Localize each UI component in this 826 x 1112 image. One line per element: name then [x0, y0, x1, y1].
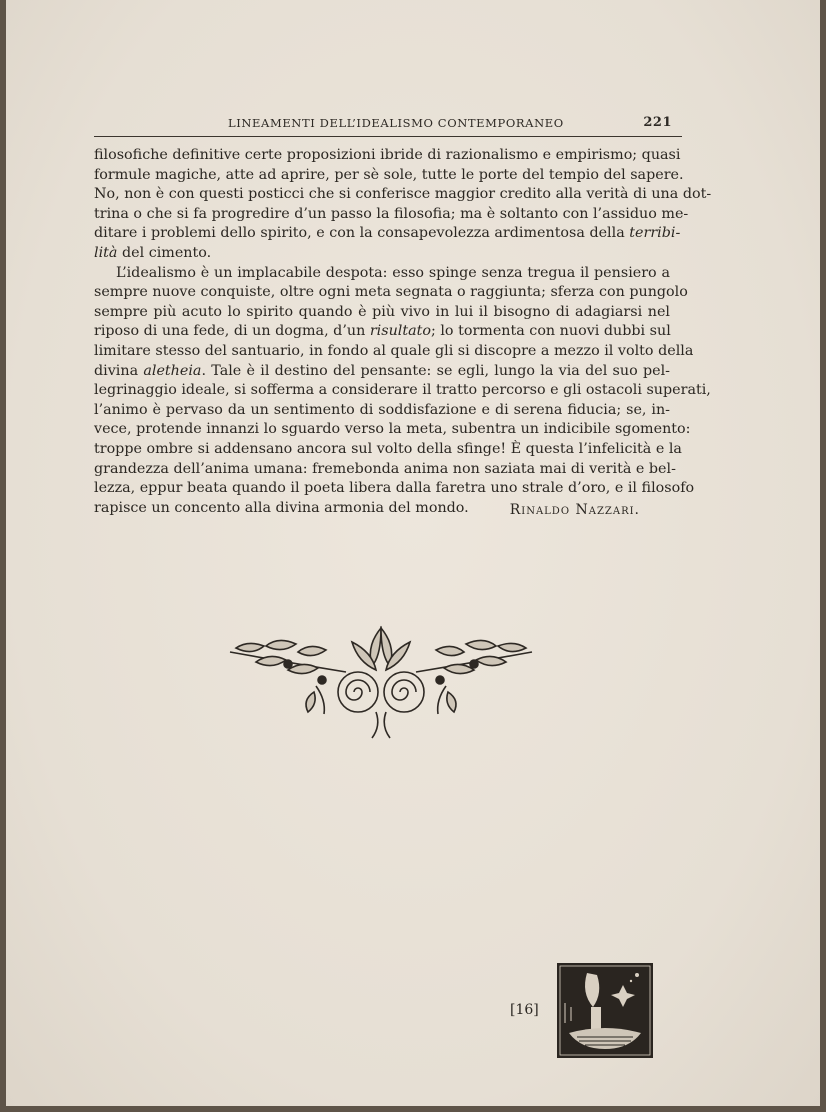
text-line: No, non è con questi posticci che si conferisce maggior credito alla verità di una dot- — [94, 186, 712, 203]
article-body — [94, 146, 712, 518]
text-line: rapisce un concento alla divina armonia del mondo. — [94, 499, 469, 516]
text-line: sempre nuove conquiste, oltre ogni meta segnata o raggiunta; sferza con pungolo — [94, 284, 688, 301]
text-line: l’animo è pervaso da un sentimento di soddisfazione e di serena fiducia; se, in- — [94, 401, 670, 418]
author-signature: Rinaldo Nazzari. — [509, 502, 640, 518]
text-line: filosofiche definitive certe proposizioni ibride di razionalismo e empirismo; quasi — [94, 147, 681, 163]
text-fragment: riposo di una fede, di un dogma, d’un — [94, 323, 370, 340]
floral-ornament-icon — [226, 622, 536, 746]
text-line: sempre più acuto lo spirito quando è più vivo in lui il bisogno di adagiarsi nel — [94, 303, 670, 320]
text-fragment: . Tale è il destino del pensante: se egli, lungo la via del suo pel- — [201, 362, 670, 379]
text-fragment: del cimento. — [117, 244, 212, 261]
text-line — [94, 322, 670, 342]
italic-word: aletheia — [143, 362, 202, 379]
paragraph-2 — [94, 264, 711, 519]
text-line: troppe ombre si addensano ancora sul volto della sfinge! È questa l’infelicità e la — [94, 440, 682, 457]
text-line: grandezza dell’anima umana: fremebonda anima non saziata mai di verità e bel- — [94, 460, 676, 477]
text-line — [94, 244, 670, 264]
text-line: vece, protende innanzi lo sguardo verso la meta, subentra un indicibile sgomento: — [94, 421, 691, 438]
text-fragment: divina — [94, 362, 144, 379]
lamp-woodcut-icon — [557, 963, 653, 1058]
text-fragment: ; lo tormenta con nuovi dubbi sul — [431, 323, 671, 340]
text-line: limitare stesso del santuario, in fondo al quale gli si discopre a mezzo il volto della — [94, 342, 694, 359]
page-edge-bottom — [0, 1106, 826, 1112]
text-line: L’idealismo è un implacabile despota: esso spinge senza tregua il pensiero a — [116, 264, 670, 281]
text-fragment: ditare i problemi dello spirito, e con la consapevolezza ardimentosa della — [94, 225, 630, 242]
text-line: trina o che si fa progredire d’un passo la filosofia; ma è soltanto con l’assiduo me- — [94, 205, 689, 222]
page-edge-right — [820, 0, 826, 1112]
running-head-title: LINEAMENTI DELL’IDEALISMO CONTEMPORANEO — [228, 116, 564, 130]
page-number: 221 — [643, 115, 672, 130]
text-line — [94, 224, 681, 244]
italic-word: terribi- — [629, 225, 681, 242]
paragraph-1 — [94, 146, 712, 264]
italic-word: risultato — [369, 323, 431, 340]
running-head — [94, 116, 680, 134]
text-line: formule magiche, atte ad aprire, per sè sole, tutte le porte del tempio del sapere. — [94, 166, 684, 183]
italic-word: lità — [94, 244, 118, 261]
folio-number: [16] — [510, 1002, 539, 1018]
text-line: lezza, eppur beata quando il poeta libera dalla faretra uno strale d’oro, e il filosofo — [94, 480, 695, 497]
text-line: legrinaggio ideale, si sofferma a considerare il tratto percorso e gli ostacoli superati, — [94, 382, 711, 399]
text-line — [94, 362, 670, 382]
header-rule — [94, 136, 682, 137]
